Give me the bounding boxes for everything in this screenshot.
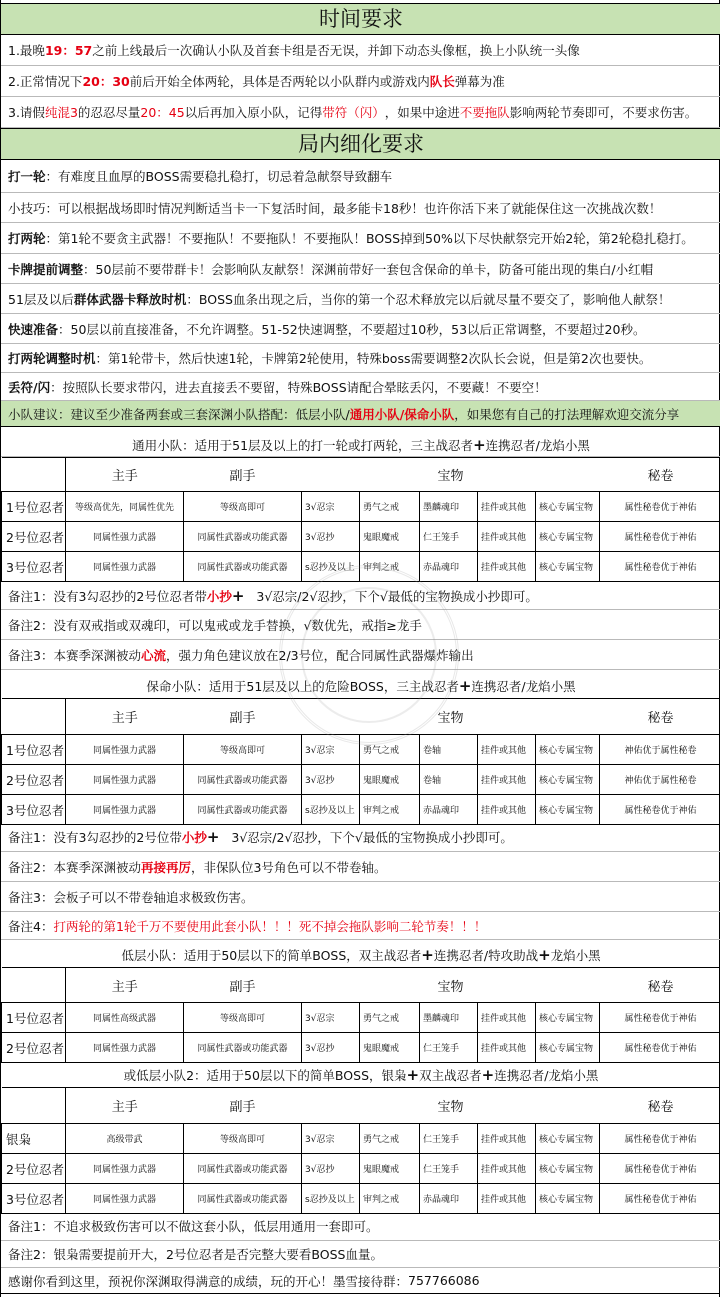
table-row: 2号位忍者 同属性强力武器 同属性武器或功能武器 3√忍抄 鬼眼魔戒 仁王笼手 挂件或其他 核心专属宝物 属性秘卷优于神佑 — [2, 1154, 720, 1184]
column-scroll: 秘卷 — [600, 1088, 720, 1124]
low2-note-1: 备注1：不追求极致伤害可以不做这套小队，低层用通用一套即可。 — [1, 1211, 720, 1241]
column-treasure: 宝物 — [302, 458, 600, 492]
column-scroll: 秘卷 — [600, 699, 720, 735]
detail-rule-6: 快速准备 ：50层以前直接准备，不允许调整。51-52快速调整，不要超过10秒，53以后正常调整，不要超过20秒。 — [1, 314, 720, 344]
protect-note-2: 备注2：本赛季深渊被动 再接再厉 ，非保队位3号角色可以不带卷轴。 — [1, 852, 720, 882]
low-team-table — [1, 967, 720, 1063]
general-team-table — [1, 457, 720, 582]
protect-team-table — [1, 698, 720, 825]
low2-note-2: 备注2：银枭需要提前开大，2号位忍者是否完整大要看BOSS血量。 — [1, 1241, 720, 1268]
general-note-2: 备注2：没有双戒指或双魂印，可以鬼戒或龙手替换，√数优先，戒指≥龙手 — [1, 610, 720, 640]
column-off: 副手 — [184, 458, 302, 492]
table-row: 3号位忍者 同属性强力武器 同属性武器或功能武器 s忍抄及以上 审判之戒 赤晶魂印 挂件或其他 核心专属宝物 属性秘卷优于神佑 — [2, 552, 720, 582]
table-row: 银枭 高级带武 等级高即可 3√忍宗 勇气之戒 仁王笼手 挂件或其他 核心专属宝物 属性秘卷优于神佑 — [2, 1124, 720, 1154]
detail-rule-5: 51层及以后 群体武器卡释放时机 ：BOSS血条出现之后，当你的第一个忍术释放完以后就尽量不要交了，影响他人献祭！ — [1, 284, 720, 314]
column-scroll: 秘卷 — [600, 458, 720, 492]
low-team-2-title: 或低层小队2：适用于50层以下的简单BOSS，银枭 + 双主战忍者 + 连携忍者/龙焰小黑 — [123, 1066, 599, 1084]
team-suggestion: 小队建议：建议至少准备两套或三套深渊小队搭配：低层小队/ 通用小队/保命小队 ，如果您有自己的打法理解欢迎交流分享 — [1, 401, 720, 427]
table-row: 3号位忍者 同属性强力武器 同属性武器或功能武器 s忍抄及以上 审判之戒 赤晶魂印 挂件或其他 核心专属宝物 属性秘卷优于神佑 — [2, 795, 720, 825]
table-row: 2号位忍者 同属性强力武器 同属性武器或功能武器 3√忍抄 鬼眼魔戒 仁王笼手 挂件或其他 核心专属宝物 属性秘卷优于神佑 — [2, 1033, 720, 1063]
column-main: 主手 — [66, 1088, 184, 1124]
column-treasure: 宝物 — [302, 1088, 600, 1124]
time-section-title: 时间要求 — [1, 3, 720, 35]
column-treasure: 宝物 — [302, 699, 600, 735]
table-row: 1号位忍者 等级高优先，同属性优先 等级高即可 3√忍宗 勇气之戒 墨麟魂印 挂件或其他 核心专属宝物 属性秘卷优于神佑 — [2, 492, 720, 522]
column-treasure: 宝物 — [302, 968, 600, 1003]
detail-rule-7: 打两轮调整时机 ：第1轮带卡，然后快速1轮，卡牌第2轮使用，特殊boss需要调整2次队长会说，但是第2次也要快。 — [1, 344, 720, 373]
table-row: 3号位忍者 同属性强力武器 同属性武器或功能武器 s忍抄及以上 审判之戒 赤晶魂印 挂件或其他 核心专属宝物 属性秘卷优于神佑 — [2, 1184, 720, 1214]
time-line-2: 2.正常情况下 20：30 前后开始全体两轮，具体是否两轮以小队群内或游戏内 队长 弹幕为准 — [1, 66, 720, 97]
column-off: 副手 — [184, 1088, 302, 1124]
table-row: 2号位忍者 同属性强力武器 同属性武器或功能武器 3√忍抄 鬼眼魔戒 卷轴 挂件或其他 核心专属宝物 神佑优于属性秘卷 — [2, 765, 720, 795]
general-note-3: 备注3：本赛季深渊被动 心流 ，强力角色建议放在2/3号位，配合同属性武器爆炸输出 — [1, 640, 720, 670]
table-row: 1号位忍者 同属性高级武器 等级高即可 3√忍宗 勇气之戒 墨麟魂印 挂件或其他 核心专属宝物 属性秘卷优于神佑 — [2, 1003, 720, 1033]
general-team-title: 通用小队：适用于51层及以上的打一轮或打两轮，三主战忍者 + 连携忍者/龙焰小黑 — [1, 433, 720, 457]
detail-rule-4: 卡牌提前调整 ：50层前不要带群卡！会影响队友献祭！深渊前带好一套包含保命的单卡，防备可能出现的集白/小红帽 — [1, 254, 720, 284]
table-row: 2号位忍者 同属性强力武器 同属性武器或功能武器 3√忍抄 鬼眼魔戒 仁王笼手 挂件或其他 核心专属宝物 属性秘卷优于神佑 — [2, 522, 720, 552]
column-main: 主手 — [66, 699, 184, 735]
general-note-1: 备注1：没有3勾忍抄的2号位忍者带 小抄 + 3√忍宗/2√忍抄，下个√最低的宝物换成小抄即可。 — [1, 582, 720, 610]
detail-section-title: 局内细化要求 — [1, 128, 720, 160]
column-scroll: 秘卷 — [600, 968, 720, 1003]
protect-note-1: 备注1：没有3勾忍抄的2号位带 小抄 + 3√忍宗/2√忍抄，下个√最低的宝物换成小抄即可。 — [1, 822, 720, 852]
column-main: 主手 — [66, 458, 184, 492]
protect-note-4: 备注4： 打两轮的第1轮千万不要使用此套小队！！！死不掉会拖队影响二轮节奏！！！ — [1, 912, 720, 940]
table-row: 1号位忍者 同属性强力武器 等级高即可 3√忍宗 勇气之戒 卷轴 挂件或其他 核心专属宝物 神佑优于属性秘卷 — [2, 735, 720, 765]
column-off: 副手 — [184, 699, 302, 735]
time-line-3: 3.请假 纯混3 的忍忍尽量 20：45 以后再加入原小队，记得 带符（闪） ，如果中途进 不要拖队 影响两轮节奏即可，不要求伤害。 — [1, 97, 720, 128]
column-off: 副手 — [184, 968, 302, 1003]
protect-team-title: 保命小队：适用于51层及以上的危险BOSS，三主战忍者 + 连携忍者/龙焰小黑 — [146, 677, 576, 695]
footer-line: 感谢你看到这里，预祝你深渊取得满意的成绩，玩的开心！墨雪接待群： 757766086 — [1, 1268, 720, 1294]
low-team-title: 低层小队：适用于50层以下的简单BOSS，双主战忍者 + 连携忍者/特攻助战 + 龙焰小黑 — [121, 946, 601, 964]
low-team-2-table — [1, 1087, 720, 1214]
column-main: 主手 — [66, 968, 184, 1003]
time-line-1: 1.最晚 19：57 之前上线最后一次确认小队及首套卡组是否无误，并卸下动态头像框，换上小队统一头像 — [1, 35, 720, 66]
detail-rule-2: 小技巧：可以根据战场即时情况判断适当卡一下复活时间，最多能卡18秒！也许你活下来了就能保住这一次挑战次数！ — [1, 193, 720, 223]
detail-rule-8: 丢符/闪 ：按照队长要求带闪，进去直接丢不要留，特殊BOSS请配合晕眩丢闪，不要藏！不要空！ — [1, 373, 720, 401]
detail-rule-1: 打一轮 ：有难度且血厚的BOSS需要稳扎稳打，切忌着急献祭导致翻车 — [1, 160, 720, 193]
detail-rule-3: 打两轮 ：第1轮不要贪主武器！不要拖队！不要拖队！不要拖队！BOSS掉到50%以下尽快献祭完开始2轮，第2轮稳扎稳打。 — [1, 223, 720, 254]
protect-note-3: 备注3：会板子可以不带卷轴追求极致伤害。 — [1, 882, 720, 912]
